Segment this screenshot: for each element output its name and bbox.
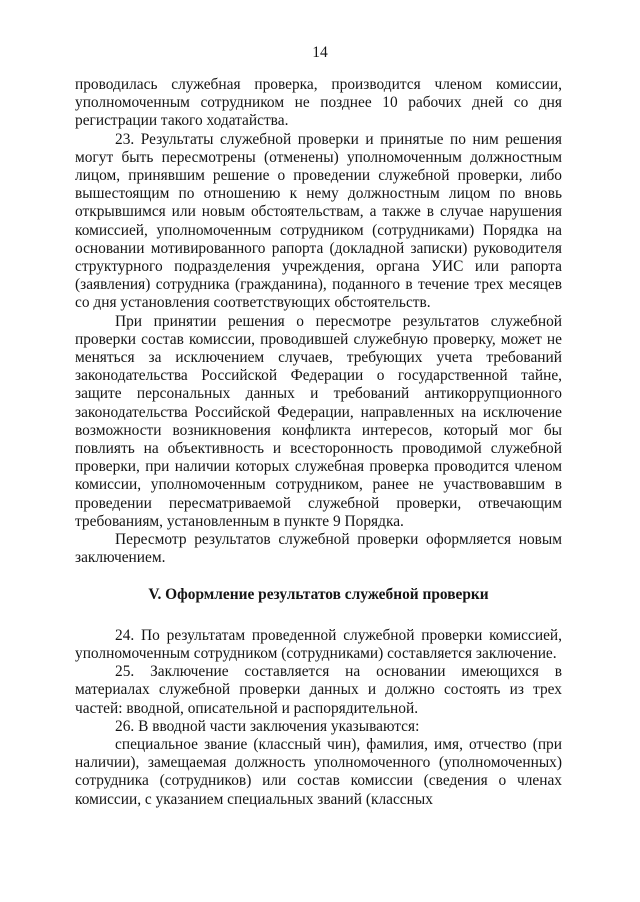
paragraph-23: 23. Результаты служебной проверки и принятые по ним решения могут быть пересмотрены (отменены) уполномоченным должностным лицом, принявшим решение о проведении служебной проверки, либо вышестоящим по отношению к нему должностным лицом по вновь открывшимся или новым обстоятельствам, а также в случае нарушения комиссией, уполномоченным сотрудником (сотрудниками) Порядка на основании мотивированного рапорта (докладной записки) руководителя структурного подразделения учреждения, органа УИС или рапорта (заявления) сотрудника (гражданина), поданного в течение трех месяцев со дня установления соответствующих обстоятельств. [75, 130, 562, 312]
page-number: 14 [312, 44, 328, 61]
paragraph-26-list-item: специальное звание (классный чин), фамилия, имя, отчество (при наличии), замещаемая должность уполномоченного (уполномоченных) сотрудника (сотрудников) или состав комиссии (сведения о членах комиссии, с указанием специальных званий (классных [75, 735, 562, 808]
section-heading: V. Оформление результатов служебной проверки [148, 586, 489, 604]
paragraph-continuation: проводилась служебная проверка, производится членом комиссии, уполномоченным сотрудником не позднее 10 рабочих дней со дня регистрации такого ходатайства. [75, 76, 562, 130]
paragraph-24: 24. По результатам проведенной служебной проверки комиссией, уполномоченным сотрудником (сотрудниками) составляется заключение. [75, 626, 562, 662]
paragraph-26: 26. В вводной части заключения указываются: [115, 717, 420, 735]
paragraph-23-revision-commission: При принятии решения о пересмотре результатов служебной проверки состав комиссии, проводившей служебную проверку, может не меняться за исключением случаев, требующих учета требований законодательства Российской Федерации о государственной тайне, защите персональных данных и требований антикоррупционного законодательства Российской Федерации, направленных на исключение возможности возникновения конфликта интересов, который мог бы повлиять на объективность и всесторонность проводимой служебной проверки, при наличии которых служебная проверка проводится членом комиссии, уполномоченным сотрудником, ранее не участвовавшим в проведении пересматриваемой служебной проверки, отвечающим требованиям, установленным в пункте 9 Порядка. [75, 312, 562, 530]
paragraph-25: 25. Заключение составляется на основании имеющихся в материалах служебной проверки данных и должно состоять из трех частей: вводной, описательной и распорядительной. [75, 663, 562, 717]
paragraph-23-new-conclusion: Пересмотр результатов служебной проверки оформляется новым заключением. [75, 531, 562, 567]
document-body [75, 76, 562, 809]
